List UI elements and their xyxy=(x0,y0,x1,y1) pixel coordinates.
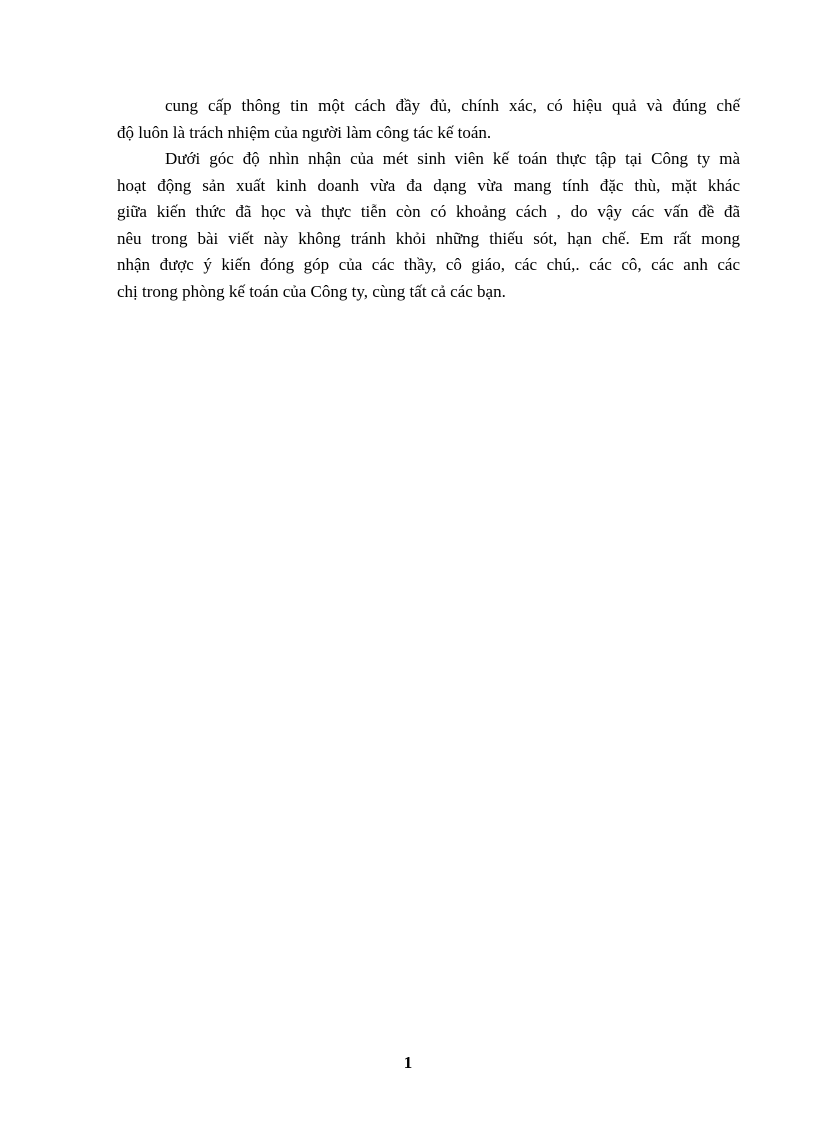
paragraph-2-line-6: chị trong phòng kế toán của Công ty, cùng tất cả các bạn. xyxy=(117,281,506,301)
paragraph-2-line-2: hoạt động sản xuất kinh doanh vừa đa dạng vừa mang tính đặc thù, mặt khác xyxy=(117,175,740,195)
body-text xyxy=(117,93,740,305)
paragraph-1-line-1: cung cấp thông tin một cách đầy đủ, chính xác, có hiệu quả và đúng chế xyxy=(165,96,740,115)
paragraph-1-line-2: độ luôn là trách nhiệm của người làm công tác kế toán. xyxy=(117,122,492,142)
page-number: 1 xyxy=(403,1053,413,1072)
paragraph-2-line-4: nêu trong bài viết này không tránh khỏi những thiếu sót, hạn chế. Em rất mong xyxy=(117,228,740,248)
paragraph-2-line-5: nhận được ý kiến đóng góp của các thầy, cô giáo, các chú,. các cô, các anh các xyxy=(117,255,740,274)
paragraph-2-line-3: giữa kiến thức đã học và thực tiễn còn có khoảng cách , do vậy các vấn đề đã xyxy=(117,202,740,221)
paragraph-2-line-1: Dưới góc độ nhìn nhận của mét sinh viên kế toán thực tập tại Công ty mà xyxy=(165,149,740,168)
